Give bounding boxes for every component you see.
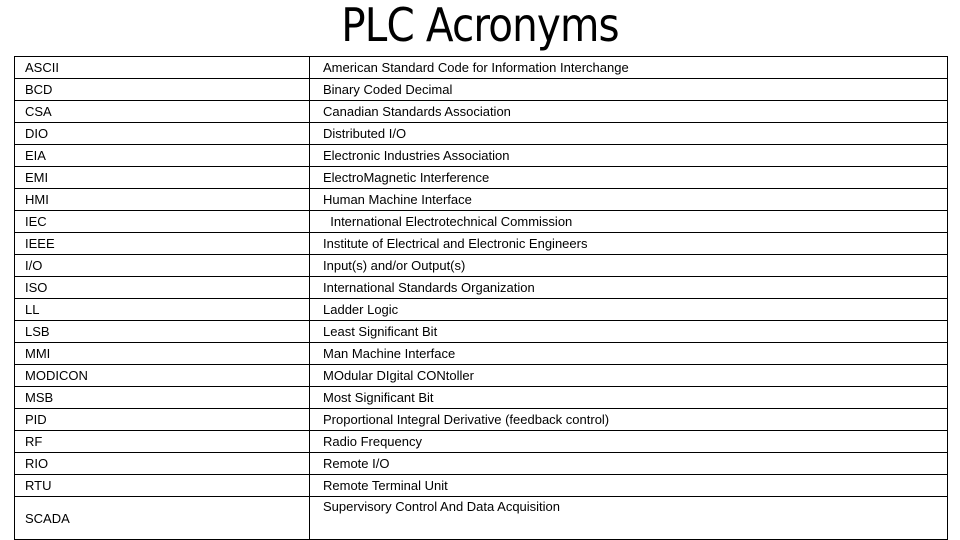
definition-cell: Man Machine Interface	[310, 343, 948, 365]
definition-cell: Distributed I/O	[310, 123, 948, 145]
acronym-cell: IEEE	[15, 233, 310, 255]
page-title: PLC Acronyms	[341, 0, 619, 52]
acronym-cell: CSA	[15, 101, 310, 123]
acronym-cell: ISO	[15, 277, 310, 299]
table-row	[15, 409, 948, 431]
table-row	[15, 277, 948, 299]
table-row	[15, 79, 948, 101]
acronym-cell: RF	[15, 431, 310, 453]
acronym-cell: RTU	[15, 475, 310, 497]
acronym-cell: RIO	[15, 453, 310, 475]
definition-cell: Human Machine Interface	[310, 189, 948, 211]
acronym-cell: LL	[15, 299, 310, 321]
acronym-cell: DIO	[15, 123, 310, 145]
definition-cell: Input(s) and/or Output(s)	[310, 255, 948, 277]
acronym-cell: EIA	[15, 145, 310, 167]
table-row	[15, 475, 948, 497]
table-row	[15, 255, 948, 277]
definition-cell: Most Significant Bit	[310, 387, 948, 409]
definition-cell: Institute of Electrical and Electronic Engineers	[310, 233, 948, 255]
acronym-cell: EMI	[15, 167, 310, 189]
table-row	[15, 365, 948, 387]
table-row	[15, 387, 948, 409]
definition-cell: American Standard Code for Information Interchange	[310, 57, 948, 79]
table-row	[15, 123, 948, 145]
definition-cell: International Standards Organization	[310, 277, 948, 299]
acronym-cell: ASCII	[15, 57, 310, 79]
definition-cell: Electronic Industries Association	[310, 145, 948, 167]
table-row	[15, 167, 948, 189]
table-row	[15, 497, 948, 540]
acronym-table	[14, 56, 948, 540]
definition-cell: Remote I/O	[310, 453, 948, 475]
acronym-cell: MSB	[15, 387, 310, 409]
acronym-cell: IEC	[15, 211, 310, 233]
table-row	[15, 321, 948, 343]
definition-cell: Binary Coded Decimal	[310, 79, 948, 101]
table-row	[15, 431, 948, 453]
definition-cell: ElectroMagnetic Interference	[310, 167, 948, 189]
table-row	[15, 189, 948, 211]
acronym-cell: LSB	[15, 321, 310, 343]
table-row	[15, 57, 948, 79]
definition-cell: Proportional Integral Derivative (feedback control)	[310, 409, 948, 431]
table-row	[15, 211, 948, 233]
table-row	[15, 299, 948, 321]
acronym-cell: MODICON	[15, 365, 310, 387]
table-row	[15, 101, 948, 123]
definition-cell: Least Significant Bit	[310, 321, 948, 343]
definition-cell: Canadian Standards Association	[310, 101, 948, 123]
table-row	[15, 343, 948, 365]
definition-cell: Ladder Logic	[310, 299, 948, 321]
acronym-cell: MMI	[15, 343, 310, 365]
definition-cell: Supervisory Control And Data Acquisition	[310, 497, 948, 540]
table-row	[15, 453, 948, 475]
acronym-cell: HMI	[15, 189, 310, 211]
definition-cell: Radio Frequency	[310, 431, 948, 453]
acronym-cell: PID	[15, 409, 310, 431]
table-row	[15, 233, 948, 255]
acronym-cell: SCADA	[15, 497, 310, 540]
acronym-cell: BCD	[15, 79, 310, 101]
table-row	[15, 145, 948, 167]
acronym-cell: I/O	[15, 255, 310, 277]
definition-cell: Remote Terminal Unit	[310, 475, 948, 497]
definition-cell: MOdular DIgital CONtoller	[310, 365, 948, 387]
definition-cell: International Electrotechnical Commission	[310, 211, 948, 233]
